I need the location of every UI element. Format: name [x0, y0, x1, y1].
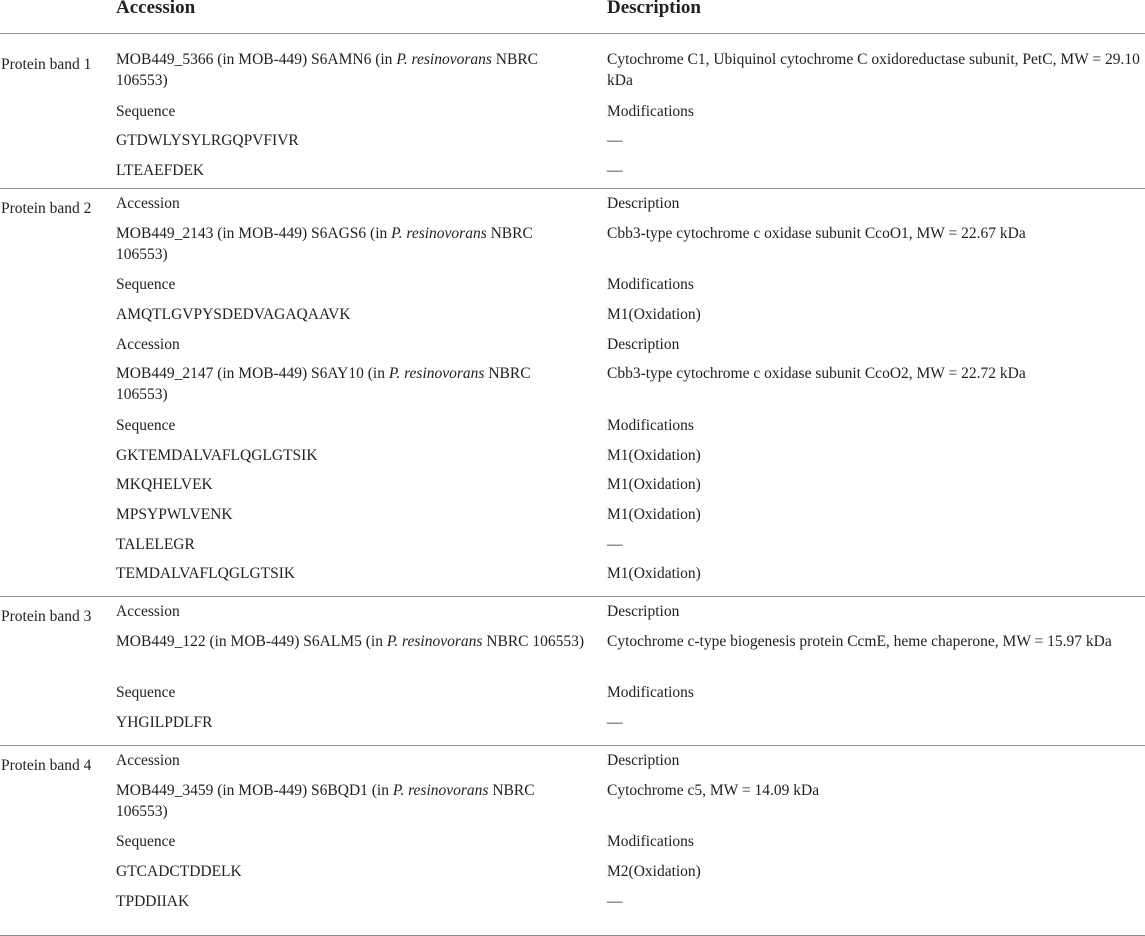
table-row	[0, 188, 1145, 218]
table-row	[0, 529, 1145, 559]
accession-cell: TPDDIIAK	[116, 892, 190, 910]
accession-cell: GTCADCTDDELK	[116, 862, 242, 880]
table-row	[0, 499, 1145, 529]
table-row	[0, 410, 1145, 440]
accession-cell: Accession	[116, 752, 180, 769]
table-row	[0, 96, 1145, 126]
description-cell: —	[607, 132, 623, 150]
column-header-accession: Accession	[116, 0, 196, 18]
accession-cell: YHGILPDLFR	[116, 713, 213, 731]
species-name: P. resinovorans	[391, 224, 487, 242]
description-cell: Modifications	[607, 416, 694, 434]
table-row	[0, 44, 1145, 96]
table-row	[0, 826, 1145, 856]
species-name: P. resinovorans	[388, 365, 485, 383]
description-cell: Modifications	[607, 102, 694, 120]
table-row	[0, 329, 1145, 359]
accession-id: MOB449_2147 (in MOB-449) S6AY10 (in	[116, 365, 389, 383]
accession-id: MOB449_2143 (in MOB-449) S6AGS6 (in	[116, 224, 392, 242]
strain-name: NBRC 106553)	[116, 365, 531, 404]
accession-cell: TEMDALVAFLQGLGTSIK	[116, 565, 296, 583]
description-cell: —	[607, 713, 623, 731]
description-cell: Modifications	[607, 833, 694, 851]
description-cell: Modifications	[607, 276, 694, 294]
column-header-description: Description	[607, 0, 701, 18]
accession-cell	[116, 44, 586, 91]
accession-cell: GKTEMDALVAFLQGLGTSIK	[116, 446, 318, 464]
band-label: Protein band 1	[1, 56, 92, 73]
species-name: P. resinovorans	[392, 781, 489, 799]
strain-name: NBRC 106553)	[116, 781, 535, 820]
band-label: Protein band 3	[1, 608, 92, 625]
strain-name: NBRC 106553)	[116, 224, 533, 263]
description-cell: Description	[607, 752, 680, 769]
table-row	[0, 155, 1145, 185]
description-cell: Cytochrome c5, MW = 14.09 kDa	[607, 781, 820, 799]
table-row	[0, 358, 1145, 410]
accession-id: MOB449_122 (in MOB-449) S6ALM5 (in	[116, 632, 387, 650]
accession-cell	[116, 358, 586, 405]
description-cell: Cytochrome c-type biogenesis protein CcmE, heme chaperone, MW = 15.97 kDa	[607, 632, 1112, 650]
description-cell: Cbb3-type cytochrome c oxidase subunit CcoO2, MW = 22.72 kDa	[607, 365, 1026, 383]
band-label: Protein band 2	[1, 200, 92, 217]
accession-id: MOB449_3459 (in MOB-449) S6BQD1 (in	[116, 781, 393, 799]
table-row	[0, 218, 1145, 270]
table-row	[0, 596, 1145, 626]
accession-cell: MKQHELVEK	[116, 476, 213, 494]
description-cell: —	[607, 892, 623, 910]
accession-cell	[116, 775, 586, 822]
description-cell: Description	[607, 195, 680, 212]
description-cell: M1(Oxidation)	[607, 446, 701, 464]
accession-cell: Sequence	[116, 416, 176, 434]
accession-cell: TALELEGR	[116, 535, 195, 553]
table-row	[0, 125, 1145, 155]
accession-cell: Accession	[116, 335, 180, 353]
table-row	[0, 626, 1145, 678]
description-cell: M1(Oxidation)	[607, 305, 701, 323]
description-cell: —	[607, 535, 623, 553]
accession-cell: Sequence	[116, 102, 176, 120]
table-row	[0, 707, 1145, 737]
accession-cell: MPSYPWLVENK	[116, 505, 233, 523]
strain-name: NBRC 106553)	[482, 632, 585, 650]
table-row	[0, 775, 1145, 827]
description-cell: Modifications	[607, 684, 694, 702]
accession-cell: Accession	[116, 603, 180, 620]
accession-cell	[116, 218, 586, 265]
table-row	[0, 745, 1145, 775]
description-cell: M1(Oxidation)	[607, 476, 701, 494]
table-row	[0, 440, 1145, 470]
description-cell: Cbb3-type cytochrome c oxidase subunit CcoO1, MW = 22.67 kDa	[607, 224, 1026, 242]
accession-cell: Sequence	[116, 276, 176, 294]
strain-name: NBRC 106553)	[116, 51, 538, 89]
species-name: P. resinovorans	[386, 632, 483, 650]
table-row	[0, 469, 1145, 499]
description-cell: Description	[607, 603, 680, 620]
accession-cell: Accession	[116, 195, 180, 212]
table-row	[0, 886, 1145, 916]
header-rule	[0, 33, 1145, 34]
description-cell: M1(Oxidation)	[607, 505, 701, 523]
band-label: Protein band 4	[1, 757, 92, 774]
accession-cell: Sequence	[116, 684, 176, 702]
description-cell: Description	[607, 335, 680, 353]
accession-cell: Sequence	[116, 833, 176, 851]
description-cell: —	[607, 161, 623, 179]
accession-id: MOB449_5366 (in MOB-449) S6AMN6 (in	[116, 51, 397, 68]
table-row	[0, 558, 1145, 588]
accession-cell: AMQTLGVPYSDEDVAGAQAAVK	[116, 305, 351, 323]
description-cell: Cytochrome C1, Ubiquinol cytochrome C oxidoreductase subunit, PetC, MW = 29.10 kDa	[607, 51, 1140, 89]
accession-cell	[116, 626, 586, 652]
species-name: P. resinovorans	[396, 51, 492, 68]
accession-cell: LTEAEFDEK	[116, 161, 205, 179]
table-row	[0, 299, 1145, 329]
accession-cell: GTDWLYSYLRGQPVFIVR	[116, 132, 299, 150]
table-row	[0, 269, 1145, 299]
table-row	[0, 856, 1145, 886]
description-cell: M1(Oxidation)	[607, 565, 701, 583]
table-row	[0, 677, 1145, 707]
description-cell: M2(Oxidation)	[607, 862, 701, 880]
